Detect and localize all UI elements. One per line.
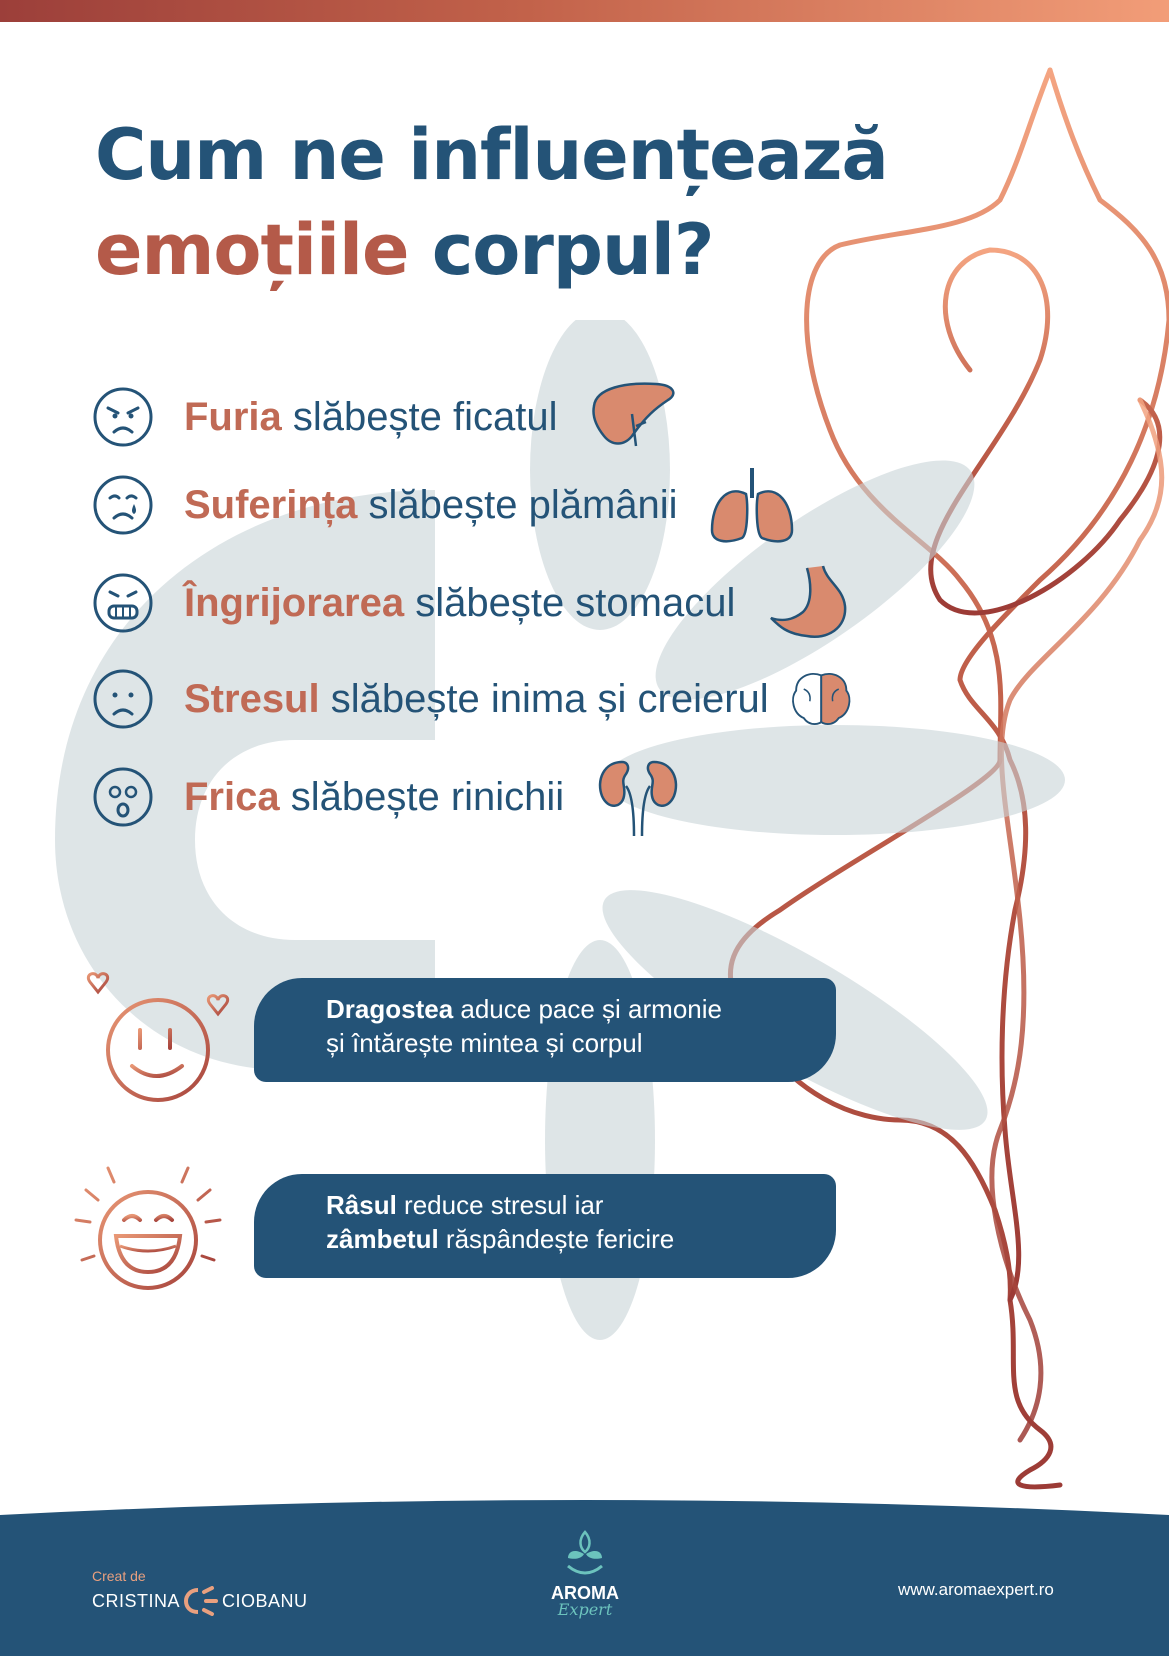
love-message-pill [254, 978, 836, 1082]
laugh-text-line-1: reduce stresul iar [404, 1190, 604, 1220]
emotion-row-anger [92, 382, 678, 452]
angry-face-icon [92, 386, 154, 448]
emotion-text [184, 395, 558, 440]
crying-face-icon [92, 474, 154, 536]
love-text-line-2: și întărește mintea și corpul [326, 1028, 643, 1058]
emotion-word: Stresul [184, 676, 320, 721]
emotion-text [184, 483, 678, 528]
kidneys-icon [592, 756, 684, 838]
lungs-icon [706, 464, 798, 546]
love-text-line-1: aduce pace și armonie [460, 994, 722, 1024]
laughing-face-icon [68, 1160, 228, 1320]
scared-face-icon [92, 766, 154, 828]
brand-logo [544, 1528, 626, 1618]
emotion-text [184, 775, 564, 820]
credit-label: Creat de [92, 1568, 146, 1584]
title-accent-word: emoțiile [95, 209, 409, 291]
emotion-row-fear [92, 762, 684, 832]
brand-name: AROMA [551, 1583, 619, 1603]
emotion-text [184, 677, 769, 722]
smiling-face-hearts-icon [78, 962, 238, 1122]
stressed-face-icon [92, 668, 154, 730]
emotion-word: Suferința [184, 482, 358, 527]
grimacing-face-icon [92, 572, 154, 634]
page-title [95, 108, 888, 298]
title-rest: corpul? [431, 209, 714, 291]
laugh-message-pill [254, 1174, 836, 1278]
stomach-icon [763, 562, 855, 644]
laugh-text-line-2: răspândește fericire [445, 1224, 675, 1254]
emotion-word: Furia [184, 394, 282, 439]
author-credit [92, 1566, 308, 1616]
brain-icon [787, 658, 857, 740]
liver-icon [586, 376, 678, 458]
emotion-word: Îngrijorarea [184, 580, 405, 625]
title-line-1: Cum ne influențează [95, 114, 888, 196]
emotion-effect: slăbește rinichii [290, 774, 565, 819]
emotion-text [184, 581, 735, 626]
website-link[interactable]: www.aromaexpert.ro [898, 1580, 1054, 1599]
emotion-effect: slăbește inima și creierul [330, 676, 769, 721]
author-last-name: CIOBANU [222, 1591, 308, 1611]
author-first-name: CRISTINA [92, 1591, 181, 1611]
emotion-effect: slăbește stomacul [415, 580, 736, 625]
laugh-bold-word-1: Râsul [326, 1190, 397, 1220]
emotion-row-stress [92, 664, 857, 734]
emotion-word: Frica [184, 774, 280, 819]
laugh-bold-word-2: zâmbetul [326, 1224, 439, 1254]
author-logo-icon [184, 1586, 218, 1616]
emotion-row-worry [92, 568, 855, 638]
emotion-effect: slăbește ficatul [292, 394, 558, 439]
love-bold-word: Dragostea [326, 994, 454, 1024]
emotion-row-suffering [92, 470, 798, 540]
emotion-effect: slăbește plămânii [368, 482, 678, 527]
brand-subtitle: Expert [557, 1600, 613, 1619]
author-name [92, 1586, 308, 1616]
aroma-leaf-icon [560, 1528, 610, 1584]
top-gradient-bar [0, 0, 1169, 22]
